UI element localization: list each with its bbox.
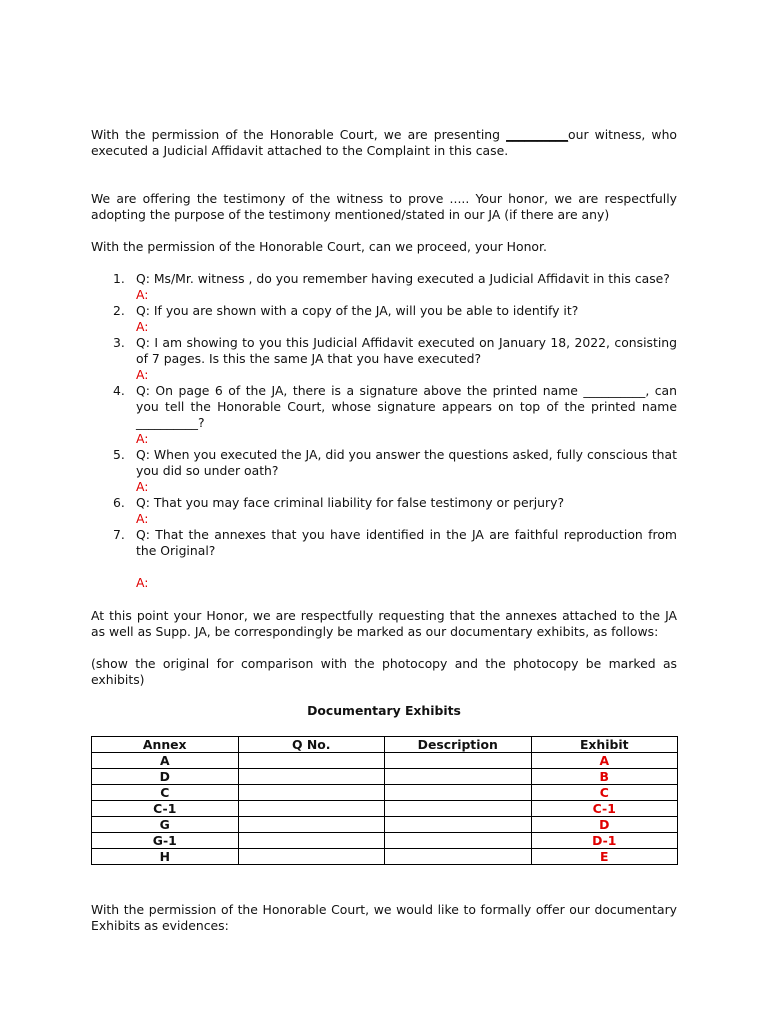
show-original-paragraph: (show the original for comparison with the photocopy and the photocopy be marked as exhibits): [91, 656, 677, 687]
cell-description: [385, 769, 532, 785]
cell-q-no: [238, 801, 385, 817]
header-exhibit: Exhibit: [531, 737, 678, 753]
table-row: [92, 753, 678, 769]
answer-label: A:: [136, 287, 149, 302]
question-list: [91, 271, 677, 591]
cell-exhibit: C-1: [531, 801, 678, 817]
cell-annex: D: [92, 769, 239, 785]
question-item: [91, 335, 677, 383]
cell-description: [385, 785, 532, 801]
cell-q-no: [238, 769, 385, 785]
question-number: 5.: [113, 447, 125, 462]
question-text: Q: Ms/Mr. witness , do you remember having executed a Judicial Affidavit in this case?: [136, 271, 670, 286]
cell-description: [385, 849, 532, 865]
cell-exhibit: A: [531, 753, 678, 769]
question-item: [91, 271, 677, 303]
cell-annex: H: [92, 849, 239, 865]
cell-q-no: [238, 849, 385, 865]
question-item: [91, 527, 677, 591]
cell-description: [385, 753, 532, 769]
answer-label: A:: [136, 431, 149, 446]
question-text: Q: On page 6 of the JA, there is a signature above the printed name __________, can you tell the Honorable Court, whose signature appears on top of the printed name __________?: [136, 383, 677, 430]
answer-label: A:: [136, 367, 149, 382]
cell-annex: A: [92, 753, 239, 769]
question-text: Q: I am showing to you this Judicial Affidavit executed on January 18, 2022, consisting of 7 pages. Is this the same JA that you have executed?: [136, 335, 677, 366]
cell-annex: C: [92, 785, 239, 801]
exhibits-title: Documentary Exhibits: [307, 703, 461, 718]
closing-paragraph: With the permission of the Honorable Court, we would like to formally offer our documentary Exhibits as evidences:: [91, 902, 677, 933]
cell-q-no: [238, 785, 385, 801]
table-row: [92, 785, 678, 801]
question-item: [91, 383, 677, 447]
question-number: 2.: [113, 303, 125, 318]
question-text: Q: That the annexes that you have identified in the JA are faithful reproduction from the Original?: [136, 527, 677, 558]
cell-annex: G: [92, 817, 239, 833]
question-item: [91, 495, 677, 527]
table-row: [92, 849, 678, 865]
table-row: [92, 833, 678, 849]
answer-label: A:: [136, 575, 149, 590]
cell-exhibit: C: [531, 785, 678, 801]
answer-label: A:: [136, 319, 149, 334]
cell-annex: G-1: [92, 833, 239, 849]
question-item: [91, 447, 677, 495]
header-annex: Annex: [92, 737, 239, 753]
annex-request-paragraph: At this point your Honor, we are respectfully requesting that the annexes attached to the JA as well as Supp. JA, be correspondingly be marked as our documentary exhibits, as follows:: [91, 608, 677, 639]
answer-label: A:: [136, 479, 149, 494]
cell-q-no: [238, 817, 385, 833]
question-number: 3.: [113, 335, 125, 350]
witness-name-blank: __________: [506, 127, 569, 142]
cell-description: [385, 801, 532, 817]
cell-exhibit: D: [531, 817, 678, 833]
table-row: [92, 817, 678, 833]
question-text: Q: If you are shown with a copy of the JA, will you be able to identify it?: [136, 303, 579, 318]
question-number: 7.: [113, 527, 125, 542]
header-description: Description: [385, 737, 532, 753]
question-text: Q: That you may face criminal liability for false testimony or perjury?: [136, 495, 565, 510]
answer-label: A:: [136, 511, 149, 526]
cell-description: [385, 833, 532, 849]
table-row: [92, 801, 678, 817]
proceed-paragraph: With the permission of the Honorable Court, can we proceed, your Honor.: [91, 239, 547, 254]
question-number: 1.: [113, 271, 125, 286]
question-number: 4.: [113, 383, 125, 398]
question-number: 6.: [113, 495, 125, 510]
intro-paragraph: [91, 127, 677, 159]
offer-paragraph: We are offering the testimony of the witness to prove ..... Your honor, we are respectfully adopting the purpose of the testimony mentioned/stated in our JA (if there are any): [91, 191, 677, 222]
table-row: [92, 769, 678, 785]
cell-exhibit: E: [531, 849, 678, 865]
cell-q-no: [238, 833, 385, 849]
cell-q-no: [238, 753, 385, 769]
header-q-no: Q No.: [238, 737, 385, 753]
question-item: [91, 303, 677, 335]
table-header-row: [92, 737, 678, 753]
intro-text-after: our witness, who executed a Judicial Affidavit attached to the Complaint in this case.: [91, 127, 678, 158]
question-text: Q: When you executed the JA, did you answer the questions asked, fully conscious that you did so under oath?: [136, 447, 677, 478]
cell-description: [385, 817, 532, 833]
cell-annex: C-1: [92, 801, 239, 817]
answer-spacer: [136, 559, 677, 575]
cell-exhibit: D-1: [531, 833, 678, 849]
exhibits-table: [91, 736, 678, 865]
intro-text-before: With the permission of the Honorable Court, we are presenting: [91, 127, 507, 142]
cell-exhibit: B: [531, 769, 678, 785]
